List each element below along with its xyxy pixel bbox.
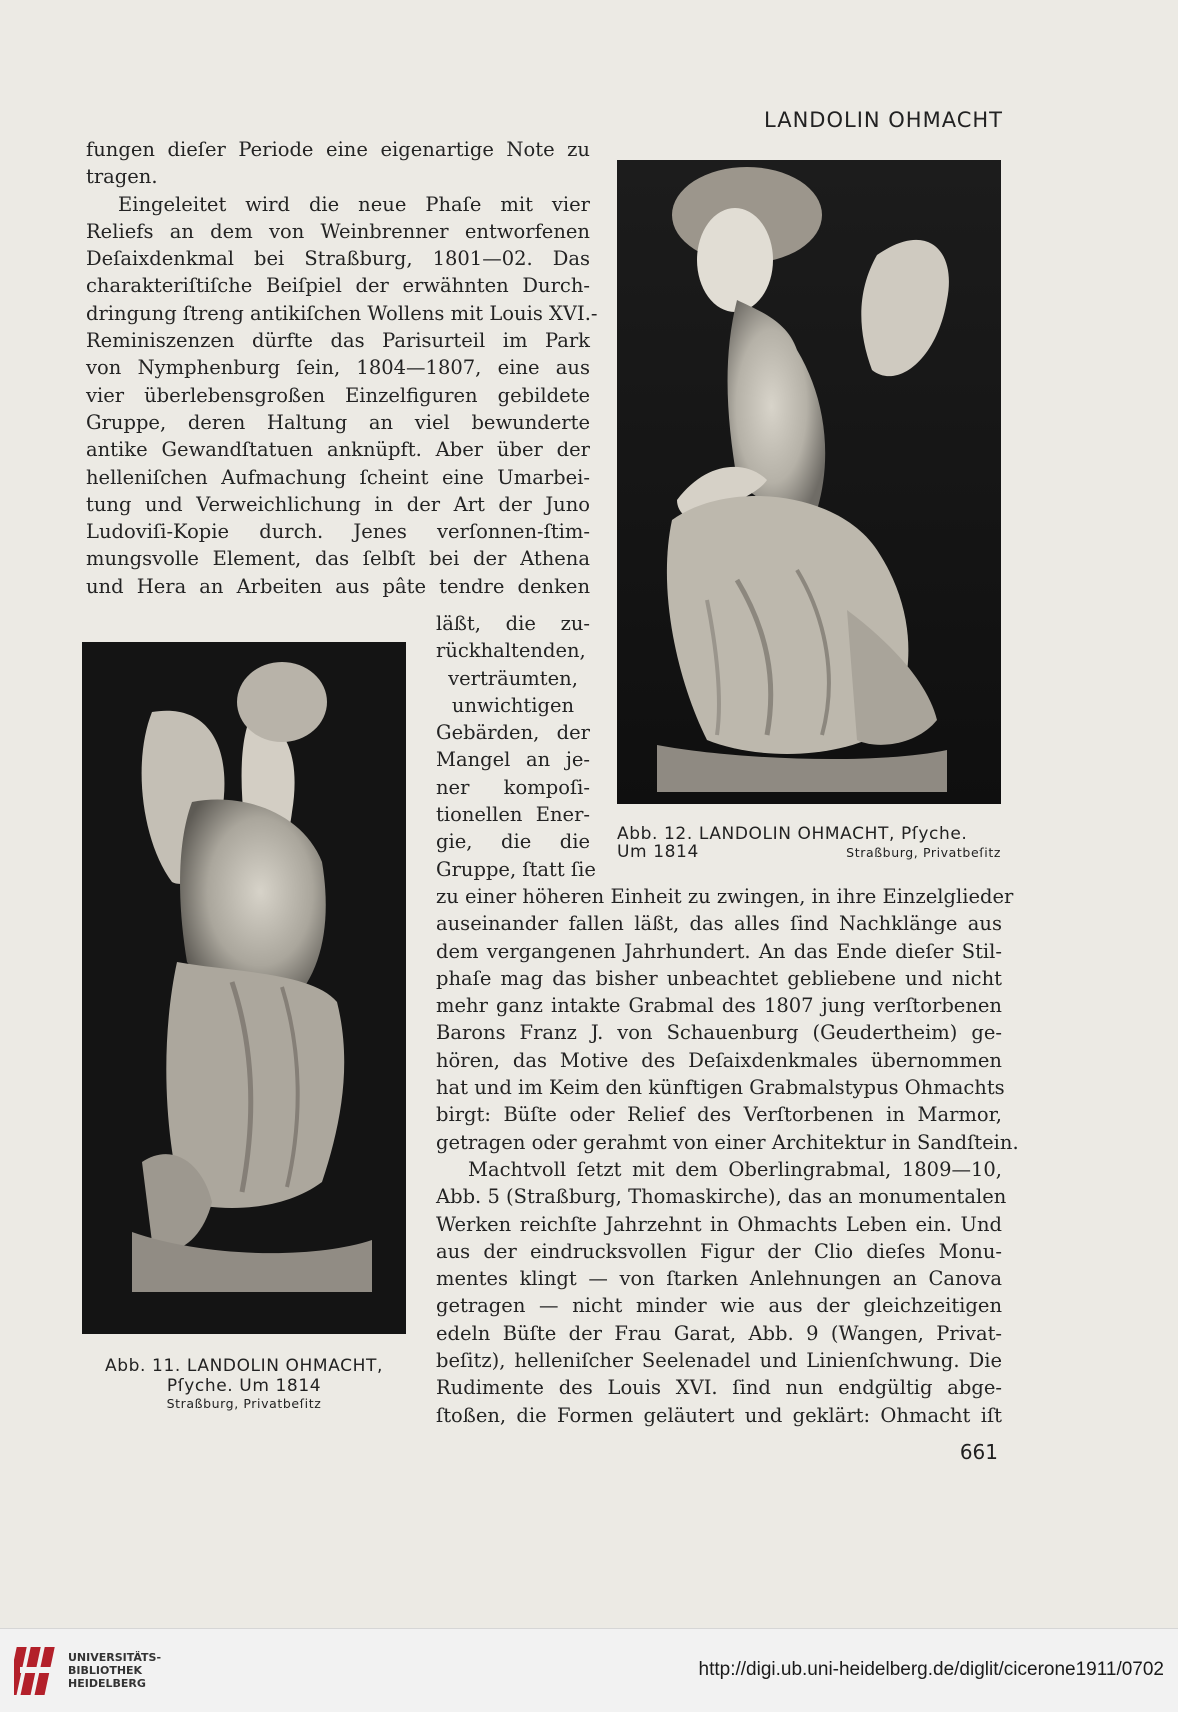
library-name: UNIVERSITÄTS- BIBLIOTHEK HEIDELBERG bbox=[68, 1651, 162, 1690]
text-line: mentes klingt — von ſtarken Anlehnungen an Canova bbox=[436, 1267, 1002, 1291]
text-line: Deſaixdenkmal bei Straßburg, 1801—02. Das bbox=[86, 247, 590, 271]
body-text-narrow bbox=[436, 610, 596, 883]
text-line: dringung ſtreng antikiſchen Wollens mit Louis XVI.- bbox=[86, 301, 598, 325]
text-line: dem vergangenen Jahrhundert. An das Ende dieſer Stil- bbox=[436, 939, 1002, 963]
text-line: Werken reichſte Jahrzehnt in Ohmachts Leben ein. Und bbox=[436, 1212, 1002, 1236]
figure-12-caption-owner: Straßburg, Privatbeſitz bbox=[846, 845, 1001, 860]
text-line: helleniſchen Aufmachung ſcheint eine Umarbei- bbox=[86, 465, 590, 489]
text-line: antike Gewandſtatuen anknüpft. Aber über der bbox=[86, 438, 590, 462]
figure-12-caption-title: Abb. 12. LANDOLIN OHMACHT, Pſyche. bbox=[617, 824, 968, 844]
text-line: vier überlebensgroßen Einzelfiguren gebildete bbox=[86, 383, 590, 407]
text-line: Gruppe, deren Haltung an viel bewunderte bbox=[86, 410, 590, 434]
text-line: hat und im Keim den künftigen Grabmalstypus Ohmachts bbox=[436, 1076, 1005, 1100]
text-line: aus der eindrucksvollen Figur der Clio dieſes Monu- bbox=[436, 1239, 1002, 1263]
text-line: zu einer höheren Einheit zu zwingen, in ihre Einzelglieder bbox=[436, 885, 1014, 908]
text-line: hören, das Motive des Deſaixdenkmales übernommen bbox=[436, 1048, 1002, 1072]
text-line: Machtvoll ſetzt mit dem Oberlingrabmal, 1809—10, bbox=[468, 1157, 1002, 1181]
figure-12-caption-date: Um 1814 bbox=[617, 842, 699, 862]
psyche-front-sculpture-image bbox=[617, 160, 1001, 804]
figure-12-caption bbox=[617, 824, 1001, 862]
text-line: Abb. 5 (Straßburg, Thomaskirche), das an monumentalen bbox=[436, 1185, 1007, 1209]
figure-11-caption-owner: Straßburg, Privatbeſitz bbox=[166, 1396, 322, 1411]
text-line: Reminiszenzen dürfte das Parisurteil im Park bbox=[86, 329, 590, 353]
page-number: 661 bbox=[959, 1440, 998, 1464]
figure-11-caption-title: Abb. 11. LANDOLIN OHMACHT, bbox=[105, 1356, 383, 1376]
psyche-back-sculpture-image bbox=[82, 642, 406, 1334]
text-line: Rudimente des Louis XVI. ſind nun endgültig abge- bbox=[436, 1376, 1002, 1400]
text-line: Gruppe, ſtatt ſie bbox=[436, 857, 596, 881]
figure-11-caption-date: Pſyche. Um 1814 bbox=[166, 1376, 322, 1396]
text-line: getragen — nicht minder wie aus der gleichzeitigen bbox=[436, 1294, 1002, 1318]
figure-11-caption bbox=[82, 1356, 406, 1411]
running-head: LANDOLIN OHMACHT bbox=[764, 108, 1003, 132]
text-line: edeln Büſte der Frau Garat, Abb. 9 (Wangen, Privat- bbox=[436, 1321, 1002, 1345]
text-line: läßt, die zu- bbox=[436, 612, 590, 635]
library-footer bbox=[0, 1628, 1178, 1712]
text-line: Ludoviſi-Kopie durch. Jenes verſonnen-ſtim- bbox=[86, 520, 590, 544]
text-line: beſitz), helleniſcher Seelenadel und Linienſchwung. Die bbox=[436, 1349, 1002, 1373]
figure-11-photo bbox=[82, 642, 406, 1334]
text-line: tung und Verweichlichung in der Art der Juno bbox=[86, 492, 590, 516]
body-text-bottom bbox=[436, 883, 1019, 1429]
text-line: ner kompoſi- bbox=[436, 775, 590, 799]
text-line: Mangel an je- bbox=[436, 748, 590, 772]
university-library-logo-icon bbox=[14, 1641, 62, 1701]
text-line: Eingeleitet wird die neue Phaſe mit vier bbox=[118, 192, 590, 216]
text-line: mungsvolle Element, das ſelbſt bei der Athena bbox=[86, 547, 590, 571]
text-line: und Hera an Arbeiten aus pâte tendre denken bbox=[86, 574, 590, 598]
text-line: ſtoßen, die Formen geläutert und geklärt: Ohmacht iſt bbox=[436, 1403, 1002, 1427]
text-line: verträumten, bbox=[448, 666, 578, 690]
text-line: gie, die die bbox=[436, 830, 590, 854]
text-line: auseinander fallen läßt, das alles ſind Nachklänge aus bbox=[436, 912, 1002, 936]
text-line: mehr ganz intakte Grabmal des 1807 jung verſtorbenen bbox=[436, 994, 1002, 1018]
figure-12-photo bbox=[617, 160, 1001, 804]
source-url-link[interactable]: http://digi.ub.uni-heidelberg.de/diglit/cicerone1911/0702 bbox=[698, 1659, 1164, 1680]
text-line: rückhaltenden, bbox=[436, 639, 586, 663]
text-line: birgt: Büſte oder Relief des Verſtorbenen in Marmor, bbox=[436, 1103, 1002, 1127]
text-line: tionellen Ener- bbox=[436, 803, 590, 827]
text-line: unwichtigen bbox=[451, 693, 575, 717]
body-text-top bbox=[86, 136, 598, 600]
text-line: charakteriſtiſche Beiſpiel der erwähnten Durch- bbox=[86, 274, 590, 298]
text-line: Gebärden, der bbox=[436, 721, 590, 745]
text-line: getragen oder gerahmt von einer Architektur in Sandſtein. bbox=[436, 1130, 1019, 1154]
text-line: fungen dieſer Periode eine eigenartige Note zu bbox=[86, 138, 590, 161]
text-line: Reliefs an dem von Weinbrenner entworfenen bbox=[86, 219, 590, 243]
text-line: tragen. bbox=[86, 165, 158, 189]
text-line: phaſe mag das bisher unbeachtet gebliebene und nicht bbox=[436, 966, 1002, 990]
text-line: von Nymphenburg ſein, 1804—1807, eine aus bbox=[86, 356, 590, 380]
text-line: Barons Franz J. von Schauenburg (Geudertheim) ge- bbox=[436, 1021, 1002, 1045]
